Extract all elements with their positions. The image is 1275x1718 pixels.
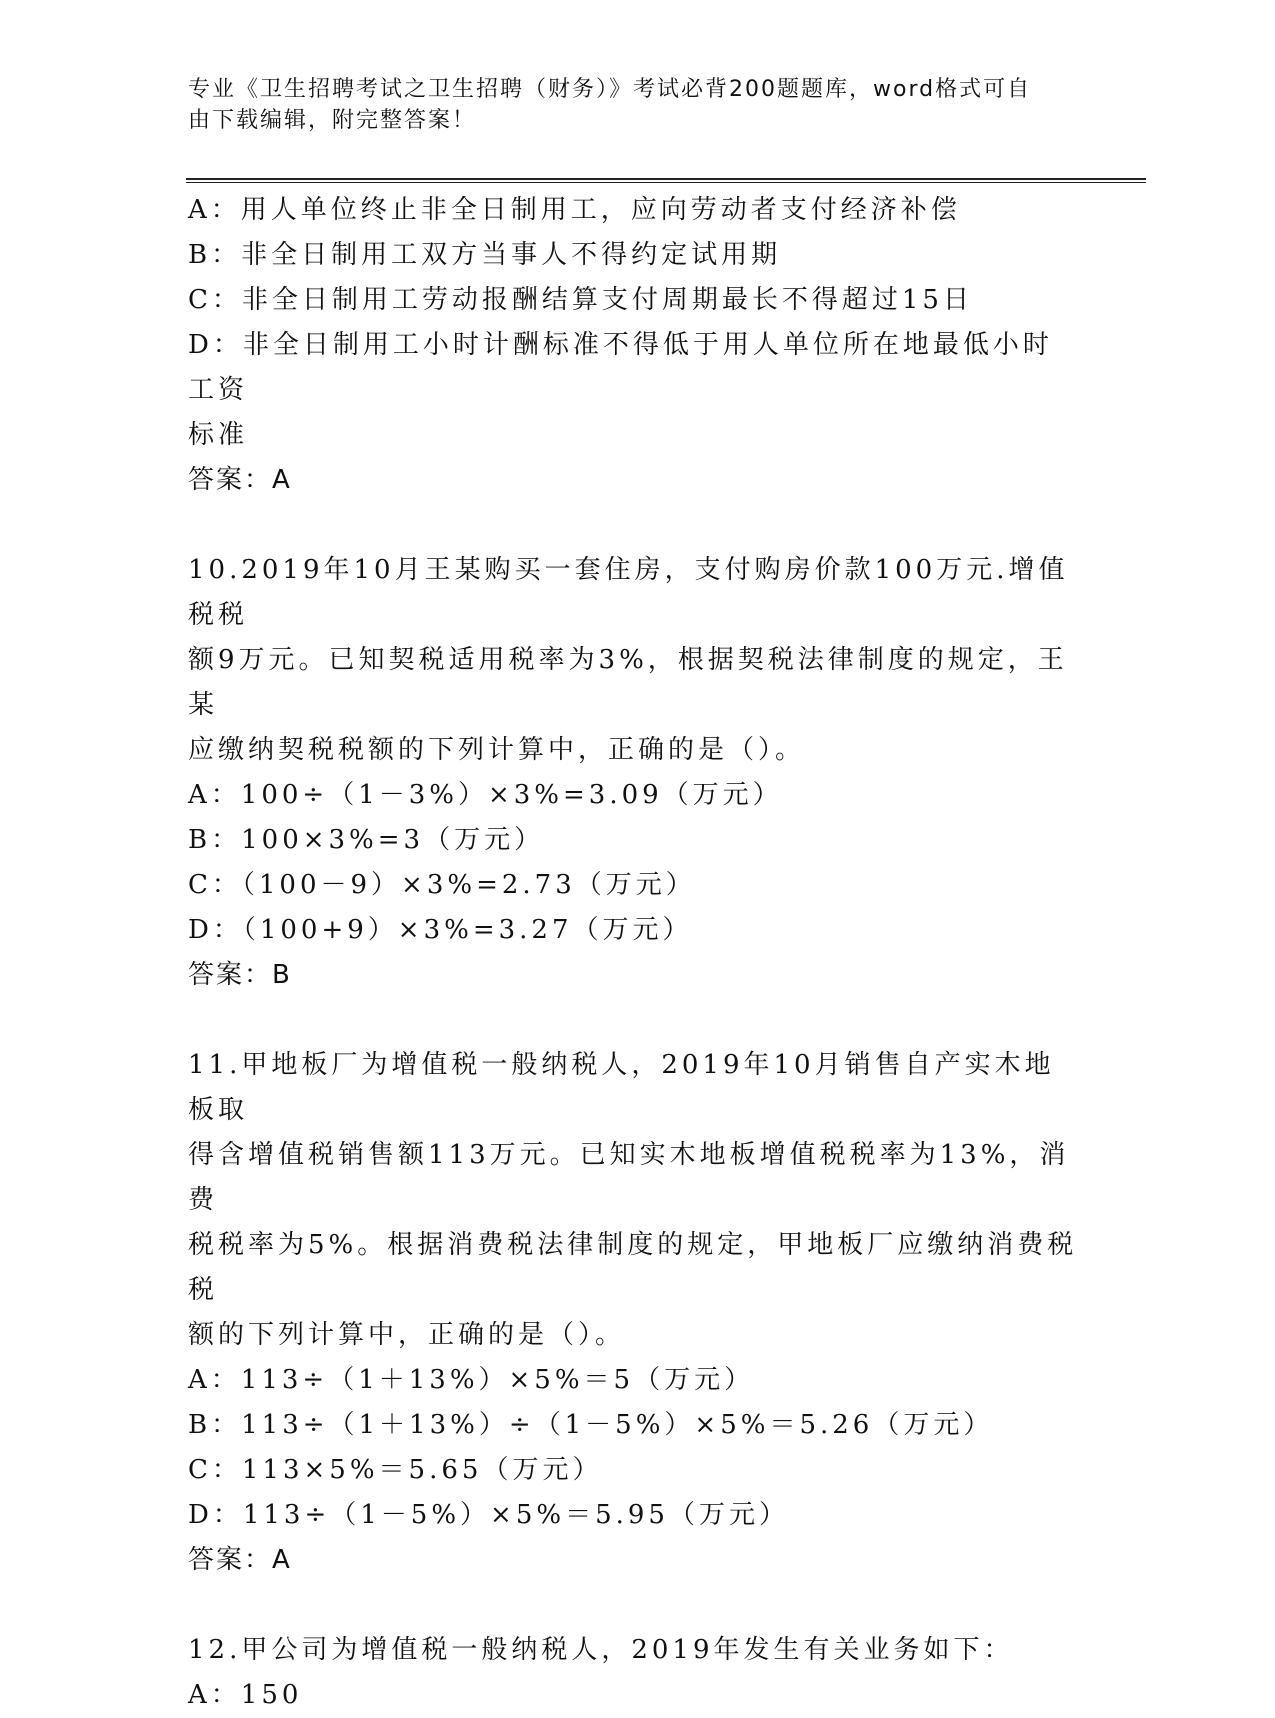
option-b: B：113÷（1＋13%）÷（1－5%）×5%＝5.26（万元） — [188, 1410, 994, 1440]
spacer — [188, 1583, 1078, 1628]
option-c: C：113×5%＝5.65（万元） — [188, 1455, 603, 1485]
option-b: B：100×3%=3（万元） — [188, 825, 545, 855]
answer-label: 答案：A — [188, 1545, 292, 1575]
option-a: A：用人单位终止非全日制用工，应向劳动者支付经济补偿 — [188, 195, 961, 225]
spacer — [188, 998, 1078, 1043]
spacer — [188, 503, 1078, 548]
answer-label: 答案：B — [188, 960, 292, 990]
option-a: A：113÷（1＋13%）×5%＝5（万元） — [188, 1365, 755, 1395]
question-stem-line: 额9万元。已知契税适用税率为3%，根据契税法律制度的规定，王某 — [188, 645, 1068, 720]
header-line-1: 专业《卫生招聘考试之卫生招聘（财务）》考试必背200题题库，word格式可自 — [188, 77, 1032, 102]
option-c: C：非全日制用工劳动报酬结算支付周期最长不得超过15日 — [188, 285, 973, 315]
question-stem-line: 12.甲公司为增值税一般纳税人，2019年发生有关业务如下： — [188, 1635, 1014, 1665]
divider-thin-line — [186, 182, 1146, 183]
question-stem-line: 额的下列计算中，正确的是（）。 — [188, 1320, 626, 1350]
question-stem-line: 11.甲地板厂为增值税一般纳税人，2019年10月销售自产实木地板取 — [188, 1050, 1055, 1125]
option-d-continuation: 标准 — [188, 420, 249, 450]
option-a: A：100÷（1－3%）×3%=3.09（万元） — [188, 780, 783, 810]
document-header — [188, 74, 1068, 136]
question-stem-line: 10.2019年10月王某购买一套住房，支付购房价款100万元.增值税税 — [188, 555, 1069, 630]
option-d: D：（100+9）×3%=3.27（万元） — [188, 915, 693, 945]
option-a: A：150 — [188, 1680, 303, 1710]
question-list — [188, 188, 1078, 1718]
option-c: C：（100－9）×3%=2.73（万元） — [188, 870, 696, 900]
question-stem-line: 税税率为5%。根据消费税法律制度的规定，甲地板厂应缴纳消费税税 — [188, 1230, 1078, 1305]
answer-label: 答案：A — [188, 465, 292, 495]
option-b: B：非全日制用工双方当事人不得约定试用期 — [188, 240, 782, 270]
question-9-continued — [188, 188, 1078, 503]
header-divider — [186, 178, 1146, 184]
option-d: D：113÷（1－5%）×5%＝5.95（万元） — [188, 1500, 789, 1530]
question-12 — [188, 1628, 1078, 1718]
question-11 — [188, 1043, 1078, 1583]
header-line-2: 由下载编辑，附完整答案！ — [188, 108, 477, 133]
question-stem-line: 得含增值税销售额113万元。已知实木地板增值税税率为13%，消费 — [188, 1140, 1070, 1215]
option-d: D：非全日制用工小时计酬标准不得低于用人单位所在地最低小时工资 — [188, 330, 1053, 405]
divider-thick-line — [186, 178, 1146, 180]
question-stem-line: 应缴纳契税税额的下列计算中，正确的是（）。 — [188, 735, 806, 765]
question-10 — [188, 548, 1078, 998]
